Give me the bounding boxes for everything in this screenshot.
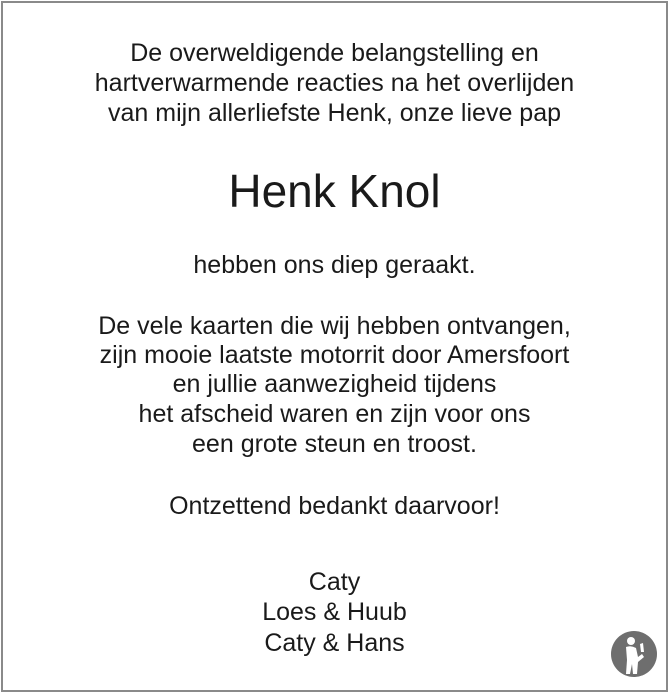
touched-line: hebben ons diep geraakt. (193, 251, 476, 279)
body-line-2: zijn mooie laatste motorrit door Amersfoort (99, 341, 570, 369)
deceased-name: Henk Knol (228, 165, 441, 217)
body-line-4: het afscheid waren en zijn voor ons (138, 400, 531, 428)
signature-1: Caty (308, 568, 361, 596)
body-line-1: De vele kaarten die wij hebben ontvangen, (98, 312, 571, 340)
intro-line-2: hartverwarmende reacties na het overlijden (94, 69, 575, 97)
body-line-3: en jullie aanwezigheid tijdens (172, 370, 497, 398)
signature-3: Caty & Hans (264, 629, 405, 657)
thanks-line: Ontzettend bedankt daarvoor! (169, 492, 500, 520)
intro-line-1: De overweldigende belangstelling en (130, 39, 539, 67)
intro-line-3: van mijn allerliefste Henk, onze lieve pap (107, 99, 561, 127)
mourning-figure-icon (610, 630, 658, 678)
signature-2: Loes & Huub (262, 598, 407, 626)
body-line-5: een grote steun en troost. (192, 430, 477, 458)
